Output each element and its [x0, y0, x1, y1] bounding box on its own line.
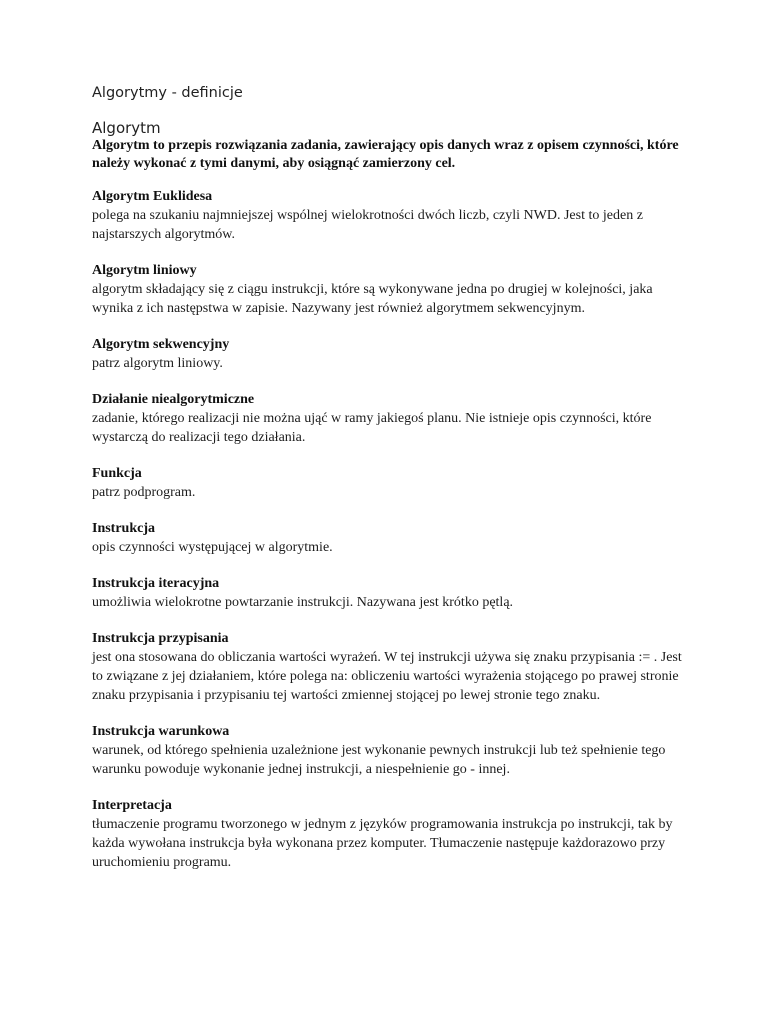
definition-entry [92, 574, 692, 612]
document-title: Algorytmy - definicje [92, 85, 243, 101]
definition-entry [92, 187, 692, 244]
entry-term: Działanie niealgorytmiczne [92, 392, 255, 407]
intro-text: Algorytm to przepis rozwiązania zadania, zawierający opis danych wraz z opisem czynności, które należy wykonać z tymi danymi, aby osiągnąć zamierzony cel. [92, 138, 679, 171]
entry-definition: warunek, od którego spełnienia uzależnione jest wykonanie pewnych instrukcji lub też spełnienie tego warunku powoduje wykonanie jednej instrukcji, a niespełnienie go - innej. [92, 743, 666, 777]
entry-definition: patrz algorytm liniowy. [92, 356, 223, 371]
entry-term: Instrukcja przypisania [92, 631, 229, 646]
entry-definition: zadanie, którego realizacji nie można ująć w ramy jakiegoś planu. Nie istnieje opis czynności, które wystarczą do realizacji tego działania. [92, 411, 652, 445]
definition-entry [92, 261, 692, 318]
entry-term: Algorytm Euklidesa [92, 189, 213, 204]
intro-heading: Algorytm [92, 119, 161, 137]
entry-definition: umożliwia wielokrotne powtarzanie instrukcji. Nazywana jest krótko pętlą. [92, 595, 514, 610]
entry-term: Algorytm sekwencyjny [92, 337, 230, 352]
definition-entry [92, 796, 692, 872]
entry-term: Funkcja [92, 466, 142, 481]
document-content [92, 83, 692, 889]
entry-definition: opis czynności występującej w algorytmie. [92, 540, 333, 555]
entry-term: Instrukcja iteracyjna [92, 576, 220, 591]
definition-entry [92, 464, 692, 502]
entry-definition: polega na szukaniu najmniejszej wspólnej wielokrotności dwóch liczb, czyli NWD. Jest to jeden z najstarszych algorytmów. [92, 208, 643, 242]
entry-term: Instrukcja warunkowa [92, 724, 230, 739]
entry-definition: tłumaczenie programu tworzonego w jednym z języków programowania instrukcja po instrukcji, tak by każda wywołana instrukcja była wykonana przez komputer. Tłumaczenie następuje każdorazowo przy uruchomieniu programu. [92, 817, 673, 870]
entry-term: Instrukcja [92, 521, 156, 536]
definition-entry [92, 629, 692, 705]
entry-term: Interpretacja [92, 798, 172, 813]
entry-definition: patrz podprogram. [92, 485, 196, 500]
definition-entry [92, 722, 692, 779]
definition-entry [92, 335, 692, 373]
entry-term: Algorytm liniowy [92, 263, 197, 278]
entry-definition: algorytm składający się z ciągu instrukcji, które są wykonywane jedna po drugiej w kolejności, jaka wynika z ich następstwa w zapisie. Nazywany jest również algorytmem sekwencyjnym. [92, 282, 653, 316]
definition-entry [92, 390, 692, 447]
definition-entry [92, 519, 692, 557]
entry-definition: jest ona stosowana do obliczania wartości wyrażeń. W tej instrukcji używa się znaku przypisania := . Jest to związane z jej działaniem, które polega na: obliczeniu wartości wyrażenia stojącego po prawej stronie znaku przypisania i przypisaniu tej wartości zmiennej stojącej po lewej stronie tego znaku. [92, 650, 682, 703]
